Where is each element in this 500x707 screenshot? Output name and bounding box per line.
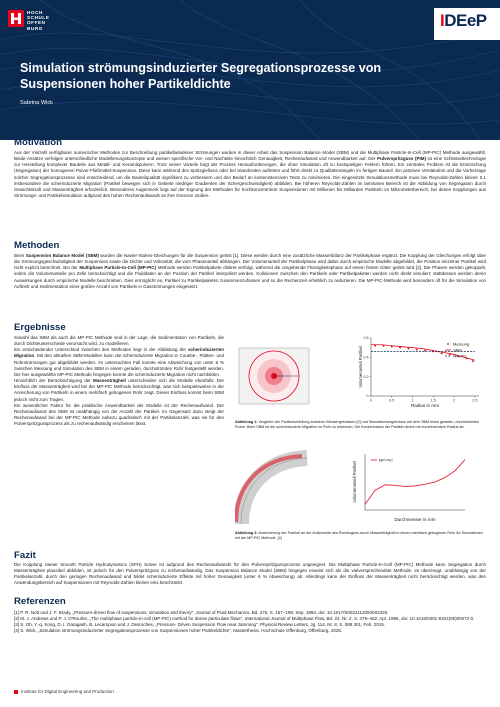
ergebnisse-text-part: . Mit den aktuellen SBM-Modellen kann die scherinduzierte Migration in Couette-, Platten- und Rohrströmungen gut abgebildet werden. Im untersuchten Fall konnte eine Abweichung von unter 6 % zwischen Messung und Simulation des SBM in einem geraden, durchströmten Rohr festgestellt werden. Die hier ausgewählte MP-PIC Methode hingegen konnte die scherinduzierte Migration nicht nachbilden.: [14, 353, 224, 377]
ergebnisse-heading: Ergebnisse: [14, 322, 66, 333]
reference-item: [1] P. R. Nott und J. F. Brady, „Pressure-driven flow of suspensions: simulation and theory", Journal of Fluid Mechanics, Bd. 275, S. 157–199, Sep. 1994, doi: 10.1017/S0022112094002326.: [14, 610, 389, 615]
figure-2-caption-label: Abbildung 2:: [235, 531, 258, 535]
pipe-cross-section-illustration: [239, 348, 309, 404]
figure-2-plot: [352, 454, 465, 522]
motivation-bold: Pulverspritzguss (PIM): [377, 156, 426, 162]
x-tick-label: 0.5: [389, 398, 395, 403]
ideep-logo-text: [440, 11, 487, 31]
motivation-text-part: ist eine Schlüsseltechnologie zur Herstellung komplexer Bauteile aus Metall- und Keramikpulvern. Trotz seiner Vorteile birgt der Prozess Herausforderungen, die ohne Simulation oft zu kostspieligen Fehlern führen. Ein zentrales Problem ist die Entmischung (Segregation) der homogenen Pulver-Fließmittel-Suspension. Diese kann während des Spritzgießens oder bei Standzeiten auftreten und führt direkt zu Qualitätsmängeln im fertigen Bauteil. Ein präzises Verständnis und die Vorhersage solcher Segregationsprozesse sind entscheidend, um die Bauteilqualität signifikant zu verbessern und den Bedarf an kostenintensiven Tests zu minimieren. Die eingesetzte Simulationsmethode muss bei Reynolds-Zahlen kleiner 0,1 insbesondere die scherinduzierte Migration (Partikel bewegen sich in Gebiete niedriger Gradienten der Schergeschwindigkeit) abbilden. Bei höheren Reynolds-Zahlen im laminaren Bereich ist die Abbildung von Segregation durch Gewichtskraft und Massenträgheit erforderlich. Besonderes Augenmerk liegt auf der Eignung der Methoden für hochkonzentrierte Suspensionen mit Millionen bis Milliarden Partikeln im Mikrometerbereich, bei denen Kopplungen aus Strömungs- und Partikelsimulation aufgrund des hohen Rechenaufwands an ihre Grenzen stoßen.: [14, 156, 486, 199]
reference-list: [14, 610, 484, 634]
ergebnisse-bold: scherinduzierten Migration: [14, 347, 224, 359]
legend-label: MP-PIC: [379, 457, 393, 463]
referenzen-heading: Referenzen: [14, 596, 66, 607]
ergebnisse-text: [14, 335, 224, 427]
legend-label: Messung: [453, 341, 470, 347]
figure-2-svg: [235, 448, 487, 528]
x-axis-label: Radius in mm: [410, 403, 440, 408]
y-tick-label: 0.2: [363, 374, 369, 379]
y-tick-label: 0.6: [363, 336, 369, 341]
ergebnisse-paragraph: [14, 347, 224, 378]
y-tick-label: 0: [366, 394, 369, 399]
figure-2: [235, 448, 487, 528]
hochschule-logo-icon: [8, 10, 24, 27]
logo-line: BURG: [27, 25, 43, 31]
series-line: [365, 460, 465, 505]
data-point: [441, 353, 443, 355]
figure-1-caption: [235, 420, 487, 429]
x-tick-label: 0: [370, 398, 372, 403]
logo-line: SCHULE: [27, 15, 50, 21]
motivation-text-part: Aus der Vielzahl verfügbarer numerischer Methoden zur Beschreibung partikelbeladener Strömungen wurden in dieser Arbeit das Suspension Balance Model (SBM) und die Multiphase Particle-In-Cell (MP-PIC) Methode ausgewählt. Beide Ansätze verfolgen unterschiedliche Modellierungskonzepte und weisen spezifische Vor- und Nachteile hinsichtlich Genauigkeit, Rechenaufwand und Anwendbarkeit auf. Der: [14, 150, 486, 162]
figure-1-caption-label: Abbildung 1:: [235, 420, 258, 424]
legend-label: MP-PIC: [453, 353, 467, 359]
y-tick-label: 0.4: [363, 355, 369, 360]
hochschule-logo: [8, 6, 58, 52]
methoden-text-part: Methode werden Partikelpakete diskret verfolgt, während die umgebende Flüssigkeitsphase auf einem festen Gitter gelöst wird [2]. Die Phasen werden gekoppelt, indem die Volumenanteile pro Zelle berücksichtigt und die Fluiddaten an der Position der Partikel interpoliert werden. Kollisionen zwischen den Partikeln oder Partikelpaketen werden nicht direkt simuliert; stattdessen werden deren Auswirkungen durch empirische Modelle beschrieben. Dies ermöglicht es, Partikel zu Partikelpaketen zusammenzufassen und so die Rechenzeit erheblich zu reduzieren. Die MP-PIC-Methode wird besonders oft für die Simulation von Auftrieb und Sedimentation einer großen Anzahl von Partikeln in Gasströmungen eingesetzt.: [14, 265, 486, 289]
data-point: [416, 349, 418, 351]
footer-logo-icon: [14, 690, 18, 694]
figure-1: [235, 330, 487, 418]
reference-item: [2] M. J. Andrews und P. J. O'Rourke, „The multiphase particle-in-cell (MP-PIC) method for dense particulate flows", International Journal of Multiphase Flow, Bd. 22, Nr. 2, S. 379–402, Apr. 1996, doi: 10.1016/0301-9322(95)00072-0.: [14, 616, 475, 622]
methoden-bold: Suspension Balance Model (SBM): [25, 253, 99, 258]
figure-1-caption-text: Vergleich der Partikelverteilung zwischen Messergebnissen [3] und Simulationsergebnisse mit dem SBM eines geraden, durchströmten Rohrs. Beim SBM ist die scherinduzierte Migration im Rohr zu erkennen. Die Konzentration der Partikel nimmt mit zunehmendem Radius ab.: [235, 420, 480, 429]
ideep-logo: [434, 8, 500, 40]
ideep-logo-i: I: [440, 11, 445, 30]
footer-text: Institute for Digital Engineering and Production: [21, 689, 114, 694]
y-axis-label: Volumenanteil Partikel: [352, 461, 357, 503]
bent-pipe-illustration: [236, 456, 307, 524]
reference-item: [4] S. Wick, „Simulation strömungsinduzierter Segregationsprozesse von Suspensionen hoher Partikeldichte", Masterthesis, Hochschule Offenburg, Offenburg, 2025.: [14, 628, 343, 634]
data-point: [472, 360, 474, 362]
methoden-heading: Methoden: [14, 240, 60, 251]
figure-2-caption: [235, 531, 487, 540]
logo-line: HOCH: [27, 10, 43, 15]
methoden-bold: Multiphase Particle-In-Cell (MP-PIC): [79, 265, 157, 271]
ergebnisse-text-part: Hinsichtlich der Berücksichtigung der: [14, 378, 93, 384]
legend-marker: [447, 343, 449, 345]
logo-line: OFFEN: [27, 20, 46, 26]
data-point: [407, 348, 409, 350]
poster-author: Sabrina Wick: [20, 100, 53, 106]
y-axis-label: Volumenanteil Partikel: [358, 346, 363, 388]
hochschule-logo-text: [27, 10, 50, 31]
fazit-heading: Fazit: [14, 550, 36, 561]
ergebnisse-paragraph: [14, 378, 224, 403]
ergebnisse-paragraph: Ein wesentlicher Faktor für die praktische Anwendbarkeit der Modelle ist der Rechenaufwand. Der Rechenaufwand des SBM ist unabhängig von der Anzahl der Partikel. Im Gegensatz dazu steigt der Rechenaufwand bei der MP-PIC Methode nahezu quadratisch mit der Partikelanzahl, was sie für den Pulverspritzgussprozess als zu rechenaufwändig erscheinen lässt.: [14, 402, 224, 427]
x-axis-label: Durchmesser in mm: [394, 517, 436, 522]
motivation-heading: Motivation: [14, 137, 62, 148]
ergebnisse-bold: Massenträgheit: [92, 378, 126, 384]
x-tick-label: 1: [411, 398, 414, 403]
reference-item: [3] S. Oh, Y.-q. Song, D. I. Garagash, B. Lecampion und J. Desroches, „Pressure- Driven Suspension Flow near Jamming", Physical Review Letters, Jg. 114, Nr. 8, S. 088 301, Feb. 2015.: [14, 622, 386, 628]
data-point: [399, 347, 401, 349]
legend-label: SBM: [453, 347, 462, 353]
motivation-text: [14, 150, 486, 199]
x-tick-label: 1.5: [430, 398, 436, 403]
ergebnisse-paragraph: Sowohl das SBM als auch die MP-PIC Methode sind in der Lage, die Sedimentation von Partikeln, die durch Dichteunterschiede verursacht wird, zu modellieren.: [14, 335, 224, 347]
figure-1-svg: [235, 330, 487, 418]
methoden-text-part: Beim: [14, 253, 26, 258]
poster-header: [0, 0, 500, 140]
x-tick-label: 2.5: [472, 398, 478, 403]
figure-2-caption-text: Anreicherung der Partikel an der Außenseite des Rohrbogens durch Massenträgheit in einem mehrfach gebogenen Rohr für Simulationen mit der MP-PIC Methode. [4]: [235, 531, 484, 540]
ergebnisse-text-part: unterscheiden sich die Modelle ebenfalls: Der Einfluss der Massenträgheit wird bei der MP-PIC Methode berücksichtigt, was sich beispielsweise in der Anreicherung von Partikeln in einem mehrfach gebogenen Rohr zeigt. Dieser Einfluss kommt beim SBM jedoch nicht zum Tragen.: [14, 378, 224, 402]
x-tick-label: 2: [453, 398, 456, 403]
poster-title: Simulation strömungsinduzierter Segregationsprozesse von Suspensionen hoher Partikeldichte: [20, 61, 382, 91]
ideep-logo-rest: DEeP: [444, 11, 487, 30]
methoden-text: [14, 253, 486, 290]
ergebnisse-text-part: Ein entscheidender Unterschied zwischen den Methoden liegt in der Abbildung der: [14, 347, 188, 353]
fazit-text: Die Kopplung zweier Smooth Particle Hydrodynamics (SPH) Solver ist aufgrund des Rechenaufwands für den Pulverspritzgussprozess ungeeignet. Die Multiphase Particle-In-Cell (MP-PIC) Methode kann Segregation durch Massenträgheit plausibel abbilden, ist jedoch für den Pulverspritzguss zu rechenaufwändig. Das Suspension Balance Model (SBM) hingegen erweist sich als die vielversprechendste Methode: es überzeugt, unabhängig von der Partikelanzahl, durch den geringen Rechenaufwand und bildet scherinduzierte Effekte mit hoher Genauigkeit (unter 6 % Abweichung) ab. Allerdings kann der Einfluss der Massenträgheit nicht berücksichtigt werden, was den Anwendungsbereich auf Suspensionen mit Reynolds-Zahlen kleiner eins beschränkt.: [14, 562, 486, 586]
figure-1-plot: [358, 336, 479, 408]
footer: [14, 689, 114, 694]
methoden-text-part: wurden die Navier-Stokes-Gleichungen für die Suspension gelöst [1]. Diese werden durch eine zusätzliche Massenbilanz der Partikelphase ergänzt. Die Kopplung der Gleichungen erfolgt über die Strömungsgeschwindigkeit der Suspension sowie die Dichte und Viskosität, die vom Phasenanteil abhängen. Der Volumenanteil der Partikelphase wird dabei durch empirische Modelle abgebildet, die Position einzelner Partikel wird nicht explizit berechnet. Bei der: [14, 253, 486, 271]
